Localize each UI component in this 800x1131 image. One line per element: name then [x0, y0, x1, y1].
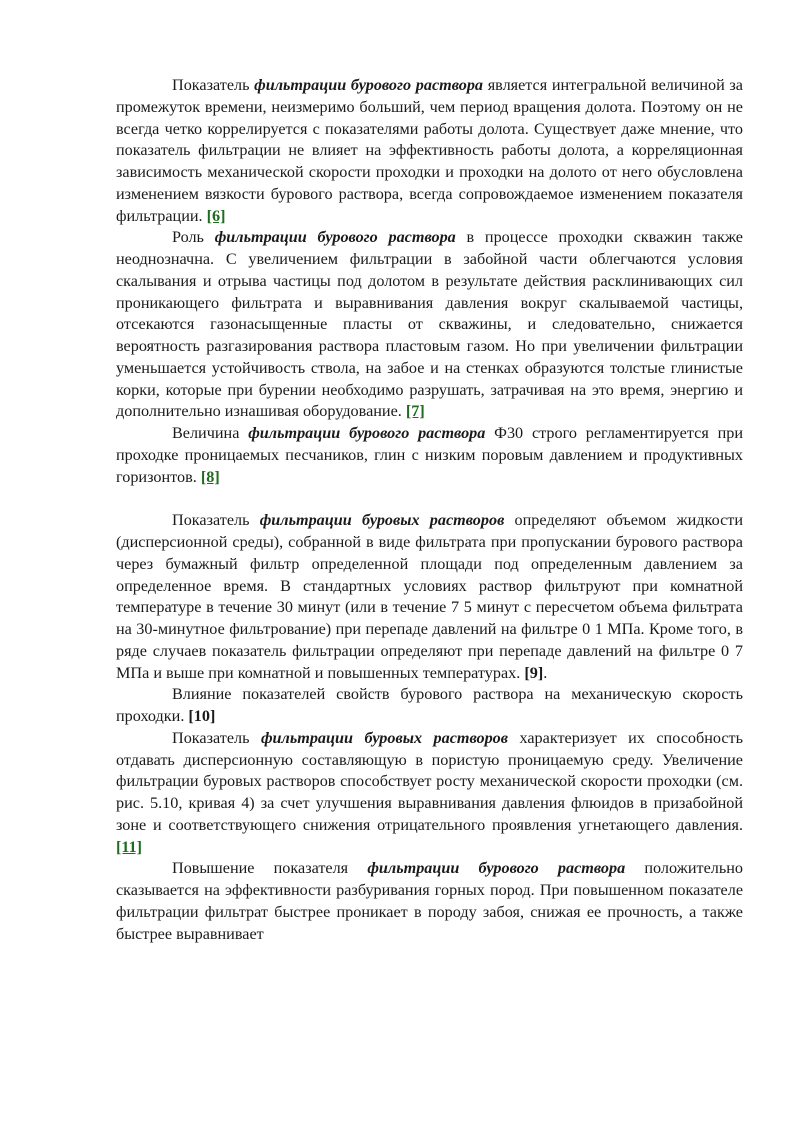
- paragraph-5: [116, 684, 743, 728]
- paragraph-text: Роль: [172, 228, 215, 247]
- paragraph-text: Величина: [172, 424, 249, 442]
- emphasized-term: фильтрации бурового раствора: [367, 859, 626, 878]
- emphasized-term: фильтрации буровых растворов: [260, 728, 509, 747]
- paragraph-text: Показатель: [172, 76, 255, 94]
- paragraph-text: характеризует их способность отдавать дисперсионную составляющую в пористую проницаемую среду. Увеличение фильтрации буровых растворов способствует росту механической скорости проходки (см. рис. 5.10, кривая 4) за счет улучшения выравнивания давления флюидов в призабойной зоне и соответствующего снижения отрицательного проявления угнетающего давления.: [116, 728, 744, 834]
- paragraph-text: определяют объемом жидкости (дисперсионной среды), собранной в виде фильтрата при пропускании бурового раствора через бумажный фильтр определенной площади под определенным давлением за определенное время. В стандартных условиях раствор фильтруют при комнатной температуре в течение 30 минут (или в течение 7 5 минут с пересчетом объема фильтрата на 30-минутное фильтрование) при перепаде давлений на фильтре 0 1 МПа. Кроме того, в ряде случаев показатель фильтрации определяют при перепаде давлений на фильтре 0 7 МПа и выше при комнатной и повышенных температурах.: [116, 511, 743, 682]
- paragraph-text: является интегральной величиной за промежуток времени, неизмеримо больший, чем период вращения долота. Поэтому он не всегда четко коррелируется с показателями работы долота. Существует даже мнение, что показатель фильтрации не влияет на эффективность работы долота, а корреляционная зависимость механической скорости проходки и проходки на долото от него обусловлена изменением вязкости бурового раствора, всегда сопровождаемое изменением показателя фильтрации.: [116, 76, 743, 225]
- reference-number: [9]: [524, 663, 544, 682]
- document-body: [116, 75, 743, 945]
- emphasized-term: фильтрации бурового раствора: [214, 228, 456, 247]
- paragraph-text: .: [543, 663, 548, 682]
- emphasized-term: фильтрации бурового раствора: [248, 424, 486, 442]
- emphasized-term: фильтрации бурового раствора: [254, 76, 484, 94]
- paragraph-text: в процессе проходки скважин также неоднозначна. С увеличением фильтрации в забойной части облегчаются условия скалывания и отрыва частицы под долотом в результате действия расклинивающих сил проникающего фильтрата и выравнивания давления вокруг скалываемой частицы, отсекаются газонасыщенные пласты от скважины, и следовательно, снижается вероятность разгазирования раствора пластовым газом. Но при увеличении фильтрации уменьшается устойчивость ствола, на забое и на стенках образуются толстые глинистые корки, которые при бурении необходимо разрушать, затрачивая на это время, энергию и дополнительно изнашивая оборудование.: [116, 228, 743, 421]
- paragraph-6: [116, 728, 743, 859]
- paragraph-text: Показатель: [172, 728, 261, 747]
- reference-link[interactable]: [6]: [206, 206, 226, 225]
- reference-link[interactable]: [11]: [116, 837, 143, 856]
- paragraph-text: Ф30 строго регламентируется при проходке проницаемых песчаников, глин с низким поровым давлением и продуктивных горизонтов.: [116, 424, 743, 486]
- paragraph-text: Показатель: [172, 511, 260, 530]
- paragraph-1: [116, 75, 743, 227]
- paragraph-text: положительно сказывается на эффективности разбуривания горных пород. При повышенном показателе фильтрации фильтрат быстрее проникает в породу забоя, снижая ее прочность, а также быстрее выравнивает: [116, 859, 744, 943]
- paragraph-text: Влияние показателей свойств бурового раствора на механическую скорость проходки.: [116, 685, 743, 725]
- paragraph-4: [116, 510, 743, 684]
- emphasized-term: фильтрации буровых растворов: [259, 511, 505, 530]
- paragraph-2: [116, 227, 743, 423]
- paragraph-3: [116, 423, 743, 488]
- reference-link[interactable]: [7]: [405, 402, 425, 421]
- paragraph-7: [116, 858, 743, 945]
- reference-number: [10]: [188, 707, 216, 725]
- reference-link[interactable]: [8]: [200, 467, 220, 486]
- paragraph-text: Повышение показателя: [172, 859, 368, 878]
